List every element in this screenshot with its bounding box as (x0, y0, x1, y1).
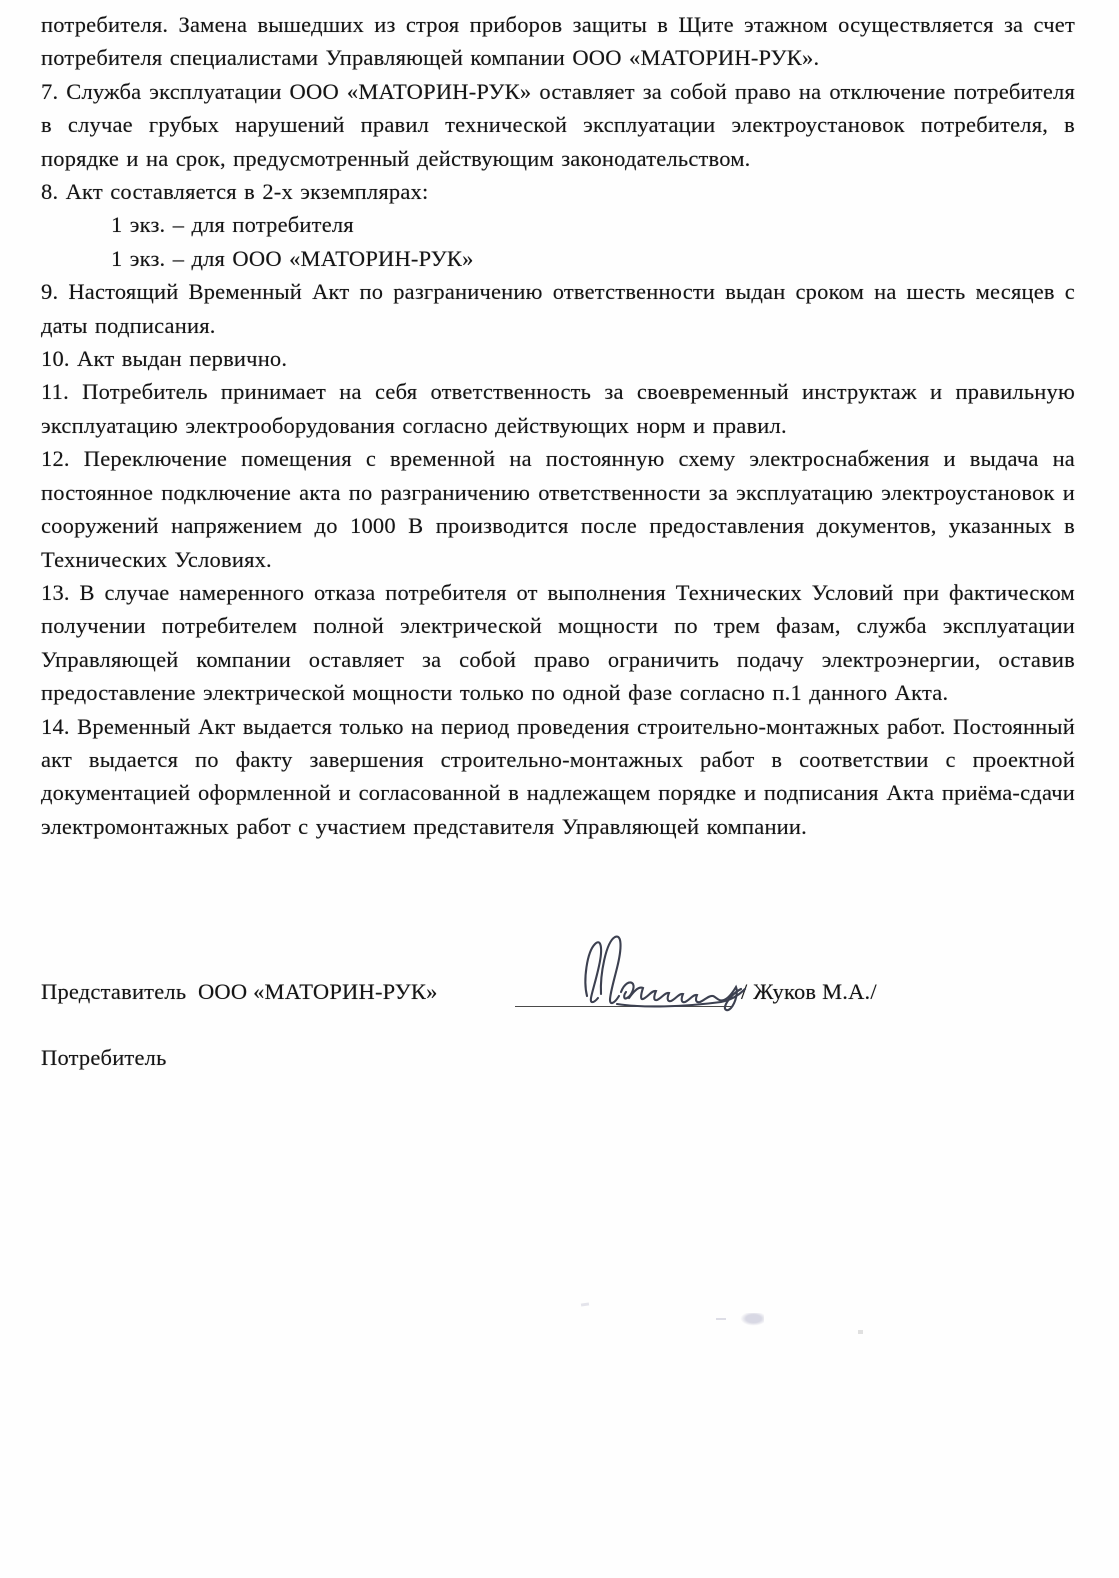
paragraph-14: 14. Временный Акт выдается только на период проведения строительно-монтажных работ. Постоянный акт выдается по факту завершения строительно-монтажных работ в соответствии с проектной документацией оформленной и согласованной в надлежащем порядке и подписания Акта приёма-сдачи электромонтажных работ с участием представителя Управляющей компании. (41, 713, 1075, 839)
scan-artifact (581, 1302, 589, 1306)
paragraph-6-continuation: потребителя. Замена вышедших из строя приборов защиты в Щите этажном осуществляется за счет потребителя специалистами Управляющей компании ООО «МАТОРИН-РУК». (41, 12, 1075, 71)
paragraph-7: 7. Служба эксплуатации ООО «МАТОРИН-РУК» оставляет за собой право на отключение потребителя в случае грубых нарушений правил технической эксплуатации электроустановок потребителя, в порядке и на срок, предусмотренный действующим законодательством. (41, 78, 1075, 171)
representative-label: Представитель ООО «МАТОРИН-РУК» (41, 979, 438, 1005)
consumer-label: Потребитель (41, 1045, 167, 1071)
scan-artifact (858, 1330, 863, 1334)
representative-name: / Жуков М.А./ (741, 979, 877, 1005)
paragraph-9: 9. Настоящий Временный Акт по разграничению ответственности выдан сроком на шесть месяцев с даты подписания. (41, 279, 1075, 338)
paragraph-11: 11. Потребитель принимает на себя ответственность за своевременный инструктаж и правильную эксплуатацию электрооборудования согласно действующих норм и правил. (41, 379, 1075, 438)
scan-artifact (738, 1313, 764, 1327)
paragraph-8-item-2: 1 экз. – для ООО «МАТОРИН-РУК» (111, 245, 474, 271)
paragraph-12: 12. Переключение помещения с временной на постоянную схему электроснабжения и выдача на постоянное подключение акта по разграничению ответственности за эксплуатацию электроустановок и сооружений напряжением до 1000 В производится после предоставления документов, указанных в Технических Условиях. (41, 446, 1075, 572)
document-body (41, 8, 1075, 1073)
paragraph-8-item-1: 1 экз. – для потребителя (111, 212, 354, 238)
paragraph-10: 10. Акт выдан первично. (41, 346, 288, 372)
paragraph-13: 13. В случае намеренного отказа потребителя от выполнения Технических Условий при фактическом получении потребителем полной электрической мощности по трем фазам, служба эксплуатации Управляющей компании оставляет за собой право ограничить подачу электроэнергии, оставив предоставление электрической мощности только по одной фазе согласно п.1 данного Акта. (41, 579, 1075, 706)
signature-line (515, 976, 731, 1007)
scan-artifact (716, 1318, 726, 1320)
representative-signature-row (41, 935, 1075, 1007)
paragraph-8: 8. Акт составляется в 2-х экземплярах: (41, 179, 429, 205)
